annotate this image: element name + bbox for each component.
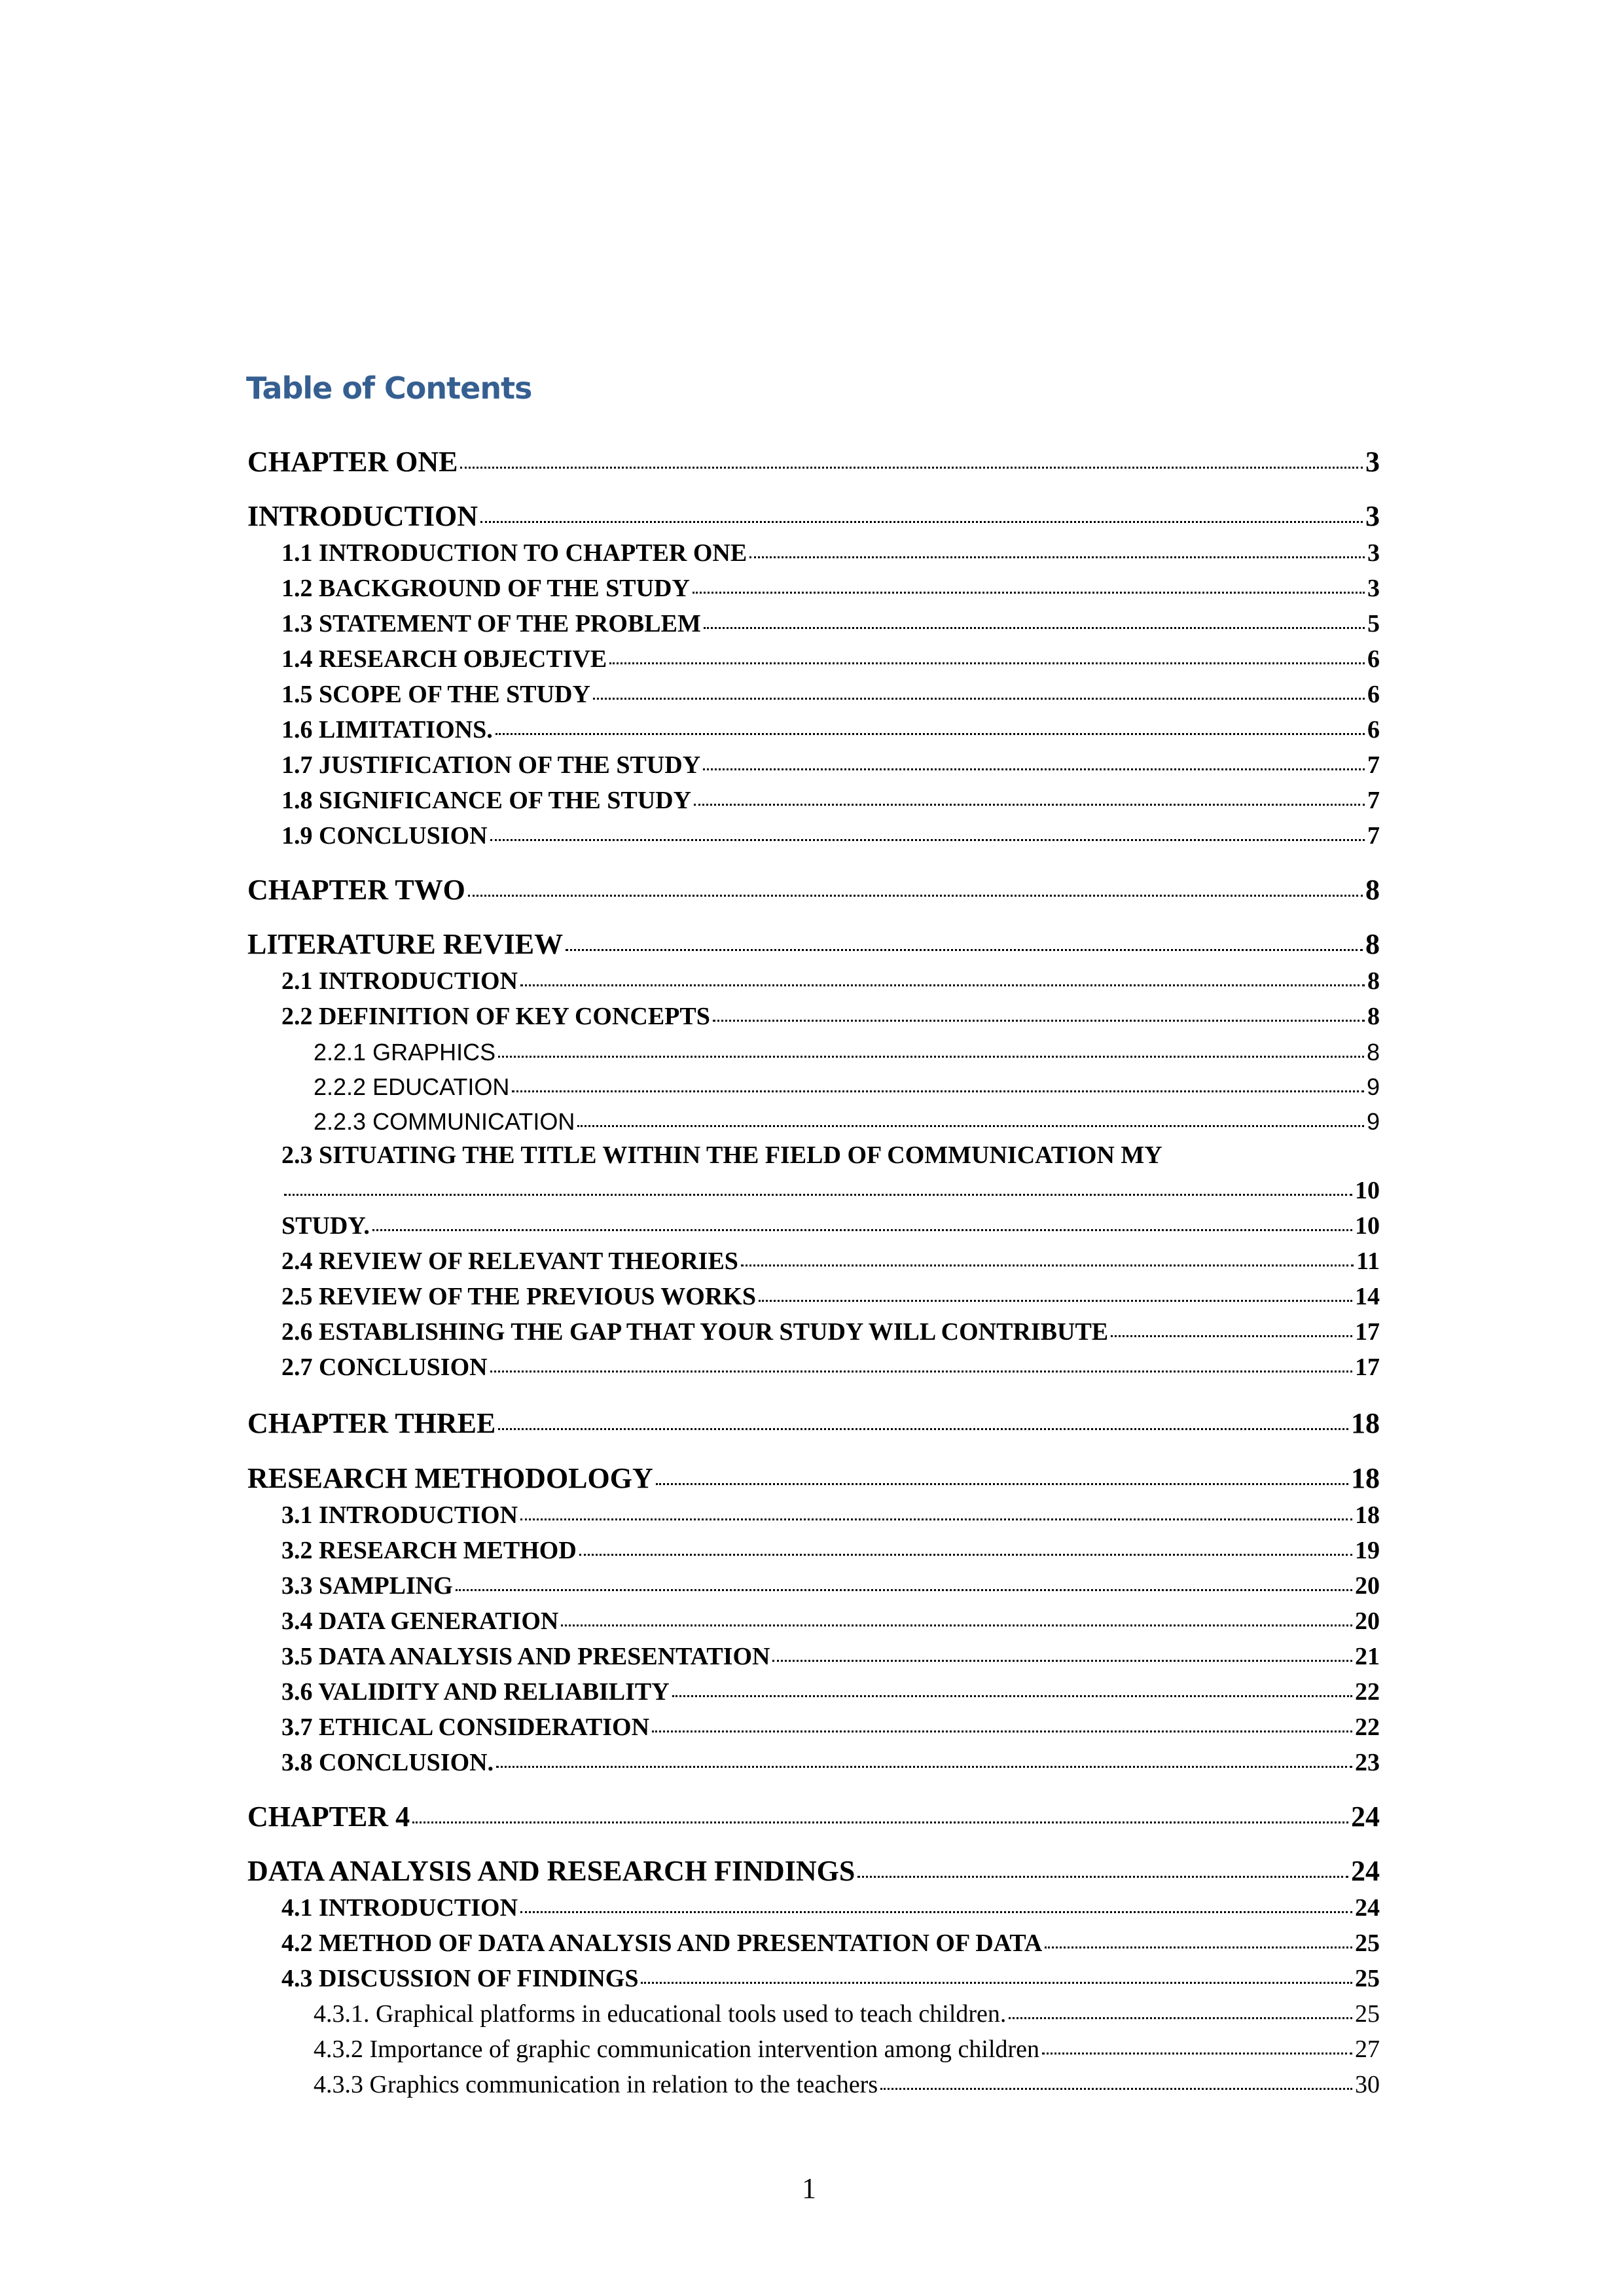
toc-entry-label: 2.4 REVIEW OF RELEVANT THEORIES [281,1247,738,1275]
dot-leader [703,768,1365,770]
toc-entry-label: 2.3 SITUATING THE TITLE WITHIN THE FIELD OF COMMUNICATION MY [281,1141,1162,1169]
toc-entry-label: 1.8 SIGNIFICANCE OF THE STUDY [281,787,692,814]
dot-leader [577,1125,1364,1127]
toc-entry-label: INTRODUCTION [247,500,478,532]
toc-entry-label: 1.6 LIMITATIONS. [281,716,493,744]
toc-entry-page: 25 [1355,2000,1380,2028]
toc-entry-label: 4.3.3 Graphics communication in relation to the teachers [314,2071,878,2098]
toc-entry-page: 9 [1366,1073,1380,1100]
dot-leader [1042,2053,1352,2054]
toc-entry-2-4[interactable] [281,1247,1380,1276]
dot-leader [704,627,1365,629]
dot-leader [561,1624,1352,1626]
toc-entry-label: 3.3 SAMPLING [281,1572,453,1600]
toc-entry-page: 3 [1367,575,1380,602]
dot-leader [652,1731,1352,1732]
toc-entry-label: 2.2.1 GRAPHICS [314,1039,496,1066]
toc-entry-2-3-continued[interactable] [281,1176,1380,1205]
toc-entry-label: 2.5 REVIEW OF THE PREVIOUS WORKS [281,1283,756,1310]
toc-entry-page: 17 [1355,1354,1380,1381]
toc-entry-1-8[interactable] [281,786,1380,815]
dot-leader [498,1428,1348,1430]
toc-entry-2-2-3[interactable] [314,1108,1380,1136]
dot-leader [372,1229,1352,1231]
toc-entry-page: 17 [1355,1318,1380,1346]
dot-leader [579,1554,1352,1556]
toc-entry-2-2-2[interactable] [314,1073,1380,1101]
toc-entry-3-8[interactable] [281,1748,1380,1777]
toc-entry-2-1[interactable] [281,967,1380,996]
toc-entry-label: 2.6 ESTABLISHING THE GAP THAT YOUR STUDY WILL CONTRIBUTE [281,1318,1109,1346]
toc-entry-label: 2.2 DEFINITION OF KEY CONCEPTS [281,1003,710,1030]
dot-leader [759,1300,1352,1302]
toc-entry-page: 22 [1355,1678,1380,1706]
toc-entry-label: CHAPTER THREE [247,1407,496,1439]
toc-entry-page: 3 [1365,446,1380,478]
toc-entry-3-4[interactable] [281,1607,1380,1636]
toc-entry-label: DATA ANALYSIS AND RESEARCH FINDINGS [247,1855,855,1887]
toc-entry-label: 1.1 INTRODUCTION TO CHAPTER ONE [281,539,747,567]
toc-entry-page: 7 [1367,787,1380,814]
toc-entry-2-2[interactable] [281,1002,1380,1031]
toc-entry-data-analysis[interactable] [247,1854,1380,1888]
dot-leader [857,1876,1348,1878]
dot-leader [1111,1335,1352,1337]
dot-leader [656,1483,1348,1485]
dot-leader [520,1911,1352,1913]
toc-entry-label: LITERATURE REVIEW [247,928,564,960]
dot-leader [495,733,1365,735]
dot-leader [566,949,1363,951]
toc-entry-1-3[interactable] [281,609,1380,638]
toc-entry-page: 5 [1367,610,1380,637]
toc-entry-label: CHAPTER 4 [247,1801,410,1833]
toc-entry-3-2[interactable] [281,1536,1380,1565]
dot-leader [490,1371,1352,1372]
dot-leader [609,662,1365,664]
toc-entry-page: 21 [1355,1643,1380,1670]
toc-entry-label: RESEARCH METHODOLOGY [247,1462,653,1494]
dot-leader [694,804,1365,806]
toc-entry-page: 24 [1351,1855,1380,1887]
dot-leader [713,1020,1365,1022]
toc-entry-label: CHAPTER ONE [247,446,458,478]
toc-entry-3-1[interactable] [281,1501,1380,1530]
toc-entry-4-3-2[interactable] [314,2035,1380,2064]
dot-leader [1045,1946,1352,1948]
toc-entry-label: 1.7 JUSTIFICATION OF THE STUDY [281,751,701,779]
toc-entry-label: 1.2 BACKGROUND OF THE STUDY [281,575,690,602]
toc-entry-introduction[interactable] [247,499,1380,533]
toc-entry-label: 3.6 VALIDITY AND RELIABILITY [281,1678,670,1706]
toc-entry-page: 25 [1355,1929,1380,1957]
toc-entry-2-6[interactable] [281,1318,1380,1346]
toc-entry-label: 2.2.2 EDUCATION [314,1073,510,1100]
toc-entry-page: 8 [1365,928,1380,960]
toc-entry-research-methodology[interactable] [247,1462,1380,1495]
toc-entry-label: 2.1 INTRODUCTION [281,967,518,995]
toc-entry-3-6[interactable] [281,1677,1380,1706]
dot-leader [480,521,1363,523]
toc-entry-page: 8 [1365,874,1380,906]
toc-entry-label: 4.1 INTRODUCTION [281,1894,518,1922]
toc-entry-page: 18 [1351,1407,1380,1439]
toc-entry-label: 4.3.1. Graphical platforms in educational tools used to teach children. [314,2000,1007,2028]
toc-entry-label: 1.5 SCOPE OF THE STUDY [281,681,590,708]
toc-entry-label: 4.2 METHOD OF DATA ANALYSIS AND PRESENTATION OF DATA [281,1929,1043,1957]
toc-entry-page: 7 [1367,822,1380,850]
dot-leader [512,1090,1364,1092]
toc-entry-1-9[interactable] [281,821,1380,850]
toc-entry-page: 19 [1355,1537,1380,1564]
dot-leader [672,1695,1352,1697]
toc-entry-page: 6 [1367,645,1380,673]
toc-entry-1-7[interactable] [281,751,1380,780]
toc-entry-page: 3 [1367,539,1380,567]
dot-leader [593,698,1365,700]
toc-entry-page: 24 [1355,1894,1380,1922]
toc-entry-chapter-4[interactable] [247,1800,1380,1833]
toc-entry-label: CHAPTER TWO [247,874,465,906]
toc-entry-4-3[interactable] [281,1964,1380,1993]
toc-entry-page: 9 [1366,1108,1380,1135]
toc-entry-page: 20 [1355,1607,1380,1635]
toc-entry-page: 8 [1367,1003,1380,1030]
toc-entry-label: 2.7 CONCLUSION [281,1354,488,1381]
toc-entry-4-1[interactable] [281,1893,1380,1922]
toc-entry-4-2[interactable] [281,1929,1380,1958]
toc-entry-1-2[interactable] [281,574,1380,603]
toc-entry-3-3[interactable] [281,1571,1380,1600]
toc-entry-4-3-1[interactable] [314,2000,1380,2028]
dot-leader [284,1194,1352,1196]
toc-entry-label: 3.4 DATA GENERATION [281,1607,559,1635]
dot-leader [641,1982,1352,1984]
toc-entry-2-2-1[interactable] [314,1039,1380,1066]
toc-entry-label: STUDY. [281,1212,370,1240]
toc-entry-page: 20 [1355,1572,1380,1600]
toc-entry-2-7[interactable] [281,1353,1380,1382]
dot-leader [1009,2017,1352,2019]
toc-entry-2-3-study[interactable] [281,1211,1380,1240]
toc-entry-page: 6 [1367,681,1380,708]
toc-entry-page: 7 [1367,751,1380,779]
toc-entry-1-5[interactable] [281,680,1380,709]
toc-entry-chapter-two[interactable] [247,873,1380,906]
toc-entry-label: 1.3 STATEMENT OF THE PROBLEM [281,610,701,637]
dot-leader [460,467,1363,469]
dot-leader [741,1265,1354,1266]
toc-title: Table of Contents [246,370,532,406]
toc-entry-label: 2.2.3 COMMUNICATION [314,1108,575,1135]
toc-entry-page: 18 [1355,1501,1380,1529]
dot-leader [496,1766,1352,1768]
dot-leader [468,895,1363,897]
toc-entry-label: 4.3.2 Importance of graphic communication intervention among children [314,2036,1040,2063]
toc-entry-2-3[interactable] [281,1141,1361,1170]
dot-leader [412,1821,1348,1823]
toc-entry-1-1[interactable] [281,539,1380,567]
toc-entry-page: 3 [1365,500,1380,532]
toc-entry-page: 8 [1366,1039,1380,1066]
toc-entry-page: 25 [1355,1965,1380,1992]
toc-entry-1-6[interactable] [281,715,1380,744]
toc-entry-2-5[interactable] [281,1282,1380,1311]
toc-entry-label: 4.3 DISCUSSION OF FINDINGS [281,1965,639,1992]
dot-leader [880,2088,1352,2090]
toc-entry-page: 22 [1355,1713,1380,1741]
toc-entry-chapter-one[interactable] [247,445,1380,478]
dot-leader [520,1518,1352,1520]
toc-entry-page: 23 [1355,1749,1380,1776]
page-number: 1 [802,2172,816,2204]
toc-entry-page: 10 [1355,1177,1380,1204]
toc-entry-page: 11 [1356,1247,1380,1275]
toc-entry-3-5[interactable] [281,1642,1380,1671]
toc-entry-label: 3.7 ETHICAL CONSIDERATION [281,1713,650,1741]
toc-entry-page: 24 [1351,1801,1380,1833]
toc-entry-4-3-3[interactable] [314,2070,1380,2099]
dot-leader [693,592,1365,594]
toc-entry-page: 30 [1355,2071,1380,2098]
toc-entry-page: 14 [1355,1283,1380,1310]
toc-entry-literature-review[interactable] [247,927,1380,961]
toc-entry-1-4[interactable] [281,645,1380,673]
toc-entry-label: 1.4 RESEARCH OBJECTIVE [281,645,607,673]
toc-entry-label: 1.9 CONCLUSION [281,822,488,850]
toc-entry-page: 10 [1355,1212,1380,1240]
toc-entry-page: 18 [1351,1462,1380,1494]
toc-entry-label: 3.1 INTRODUCTION [281,1501,518,1529]
toc-entry-label: 3.2 RESEARCH METHOD [281,1537,577,1564]
toc-entry-3-7[interactable] [281,1713,1380,1742]
dot-leader [456,1589,1352,1591]
toc-entry-label: 3.8 CONCLUSION. [281,1749,494,1776]
dot-leader [520,984,1365,986]
toc-entry-page: 8 [1367,967,1380,995]
dot-leader [490,839,1365,841]
toc-entry-label: 3.5 DATA ANALYSIS AND PRESENTATION [281,1643,770,1670]
dot-leader [498,1056,1364,1058]
toc-entry-chapter-three[interactable] [247,1407,1380,1440]
dot-leader [772,1660,1352,1662]
dot-leader [749,556,1365,558]
toc-entry-page: 27 [1355,2036,1380,2063]
toc-entry-page: 6 [1367,716,1380,744]
